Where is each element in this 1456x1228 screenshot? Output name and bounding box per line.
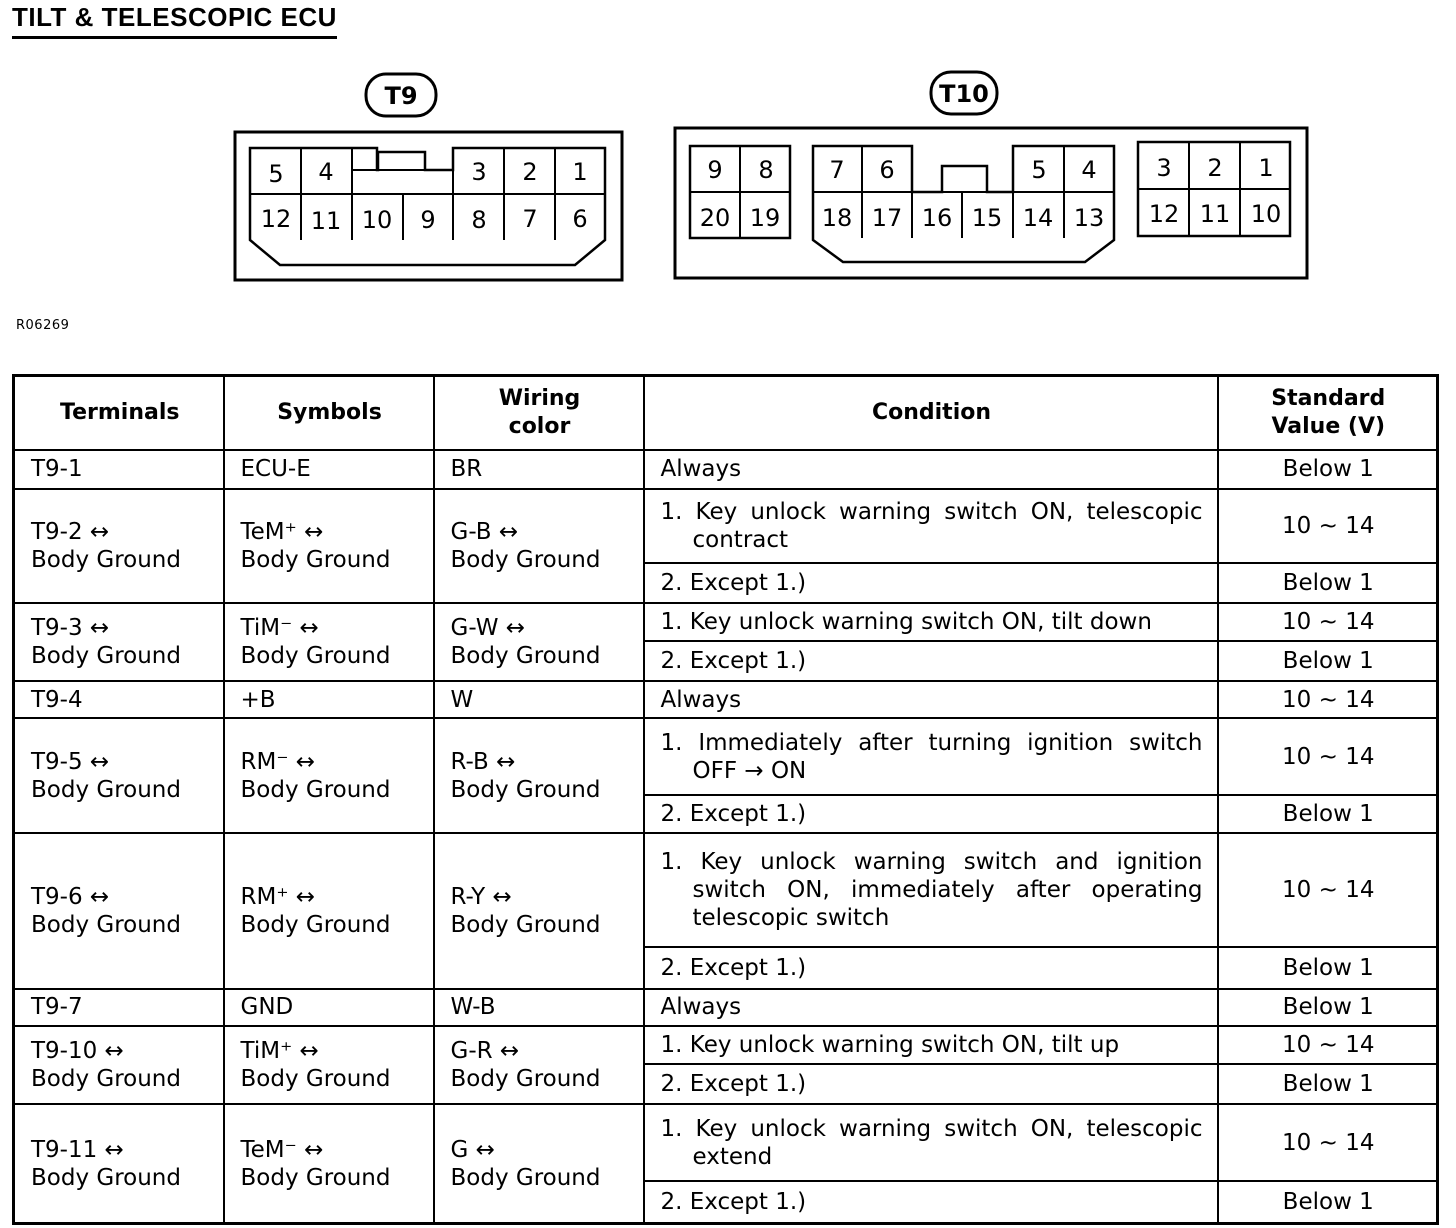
symbol-cell: TeM⁺ ↔ Body Ground	[224, 489, 434, 603]
table-row	[14, 603, 1438, 641]
standard-value-cell: Below 1	[1218, 795, 1438, 833]
symbol-cell: RM⁺ ↔ Body Ground	[224, 833, 434, 988]
symbol-cell: RM⁻ ↔ Body Ground	[224, 718, 434, 833]
wiring-cell: R-B ↔ Body Ground	[434, 718, 644, 833]
t10-pin: 1	[1258, 154, 1274, 182]
terminal-spec-table	[12, 374, 1439, 1225]
t10-pin: 15	[971, 204, 1003, 232]
t10-pin: 6	[879, 156, 895, 184]
t9-pin: 11	[310, 207, 342, 235]
t9-pin: 9	[420, 206, 436, 234]
t10-pin: 9	[707, 156, 723, 184]
standard-value-cell: Below 1	[1218, 450, 1438, 489]
symbol-cell: TiM⁻ ↔ Body Ground	[224, 603, 434, 681]
t9-pin: 3	[471, 158, 487, 186]
t10-pin: 14	[1022, 204, 1054, 232]
condition-cell: Always	[644, 681, 1218, 718]
symbol-cell: GND	[224, 989, 434, 1026]
standard-value-cell: Below 1	[1218, 1064, 1438, 1104]
t10-mid-block	[813, 146, 1114, 262]
terminal-cell: T9-3 ↔ Body Ground	[14, 603, 224, 681]
table-row	[14, 1104, 1438, 1181]
symbol-cell: ECU-E	[224, 450, 434, 489]
t10-pin: 20	[699, 204, 731, 232]
terminal-cell: T9-11 ↔ Body Ground	[14, 1104, 224, 1223]
header-terminals: Terminals	[14, 376, 224, 450]
terminal-cell: T9-7	[14, 989, 224, 1026]
condition-cell: 1. Key unlock warning switch and ignition switch ON, immediately after operating telescopic switch	[644, 833, 1218, 946]
t10-pin: 19	[749, 204, 781, 232]
table-header-row	[14, 376, 1438, 450]
condition-cell: 1. Key unlock warning switch ON, telescopic contract	[644, 489, 1218, 563]
wiring-cell: W-B	[434, 989, 644, 1026]
wiring-cell: G-R ↔ Body Ground	[434, 1026, 644, 1104]
t10-pin: 12	[1148, 200, 1180, 228]
standard-value-cell: Below 1	[1218, 641, 1438, 681]
standard-value-cell: 10 ~ 14	[1218, 718, 1438, 795]
symbol-cell: TiM⁺ ↔ Body Ground	[224, 1026, 434, 1104]
t9-pin: 1	[572, 158, 588, 186]
wiring-cell: W	[434, 681, 644, 718]
t10-pin: 5	[1031, 156, 1047, 184]
terminal-cell: T9-10 ↔ Body Ground	[14, 1026, 224, 1104]
symbol-cell: TeM⁻ ↔ Body Ground	[224, 1104, 434, 1223]
condition-cell: 2. Except 1.)	[644, 795, 1218, 833]
header-condition: Condition	[644, 376, 1218, 450]
t9-pin: 4	[318, 158, 334, 186]
condition-cell: 2. Except 1.)	[644, 641, 1218, 681]
table-row	[14, 450, 1438, 489]
wiring-cell: G-W ↔ Body Ground	[434, 603, 644, 681]
t10-pin: 8	[758, 156, 774, 184]
t10-pin: 13	[1073, 204, 1105, 232]
t9-pin: 5	[268, 160, 284, 188]
table-row	[14, 989, 1438, 1026]
figure-code: R06269	[16, 318, 70, 333]
condition-cell: 1. Key unlock warning switch ON, tilt down	[644, 603, 1218, 641]
table-row	[14, 833, 1438, 946]
condition-cell: 2. Except 1.)	[644, 947, 1218, 989]
t10-pin: 4	[1081, 156, 1097, 184]
header-symbols: Symbols	[224, 376, 434, 450]
condition-cell: 1. Key unlock warning switch ON, tilt up	[644, 1026, 1218, 1064]
condition-cell: Always	[644, 450, 1218, 489]
t10-pin: 2	[1207, 154, 1223, 182]
table-row	[14, 489, 1438, 563]
t9-pin: 12	[260, 205, 292, 233]
standard-value-cell: 10 ~ 14	[1218, 681, 1438, 718]
condition-cell: 2. Except 1.)	[644, 563, 1218, 603]
t9-pin: 7	[522, 205, 538, 233]
condition-cell: 1. Key unlock warning switch ON, telescopic extend	[644, 1104, 1218, 1181]
t10-pin: 11	[1199, 200, 1231, 228]
wiring-cell: G-B ↔ Body Ground	[434, 489, 644, 603]
t9-label: T9	[384, 82, 418, 110]
page-title: TILT & TELESCOPIC ECU	[12, 2, 337, 39]
standard-value-cell: Below 1	[1218, 1181, 1438, 1223]
t10-pin: 3	[1156, 154, 1172, 182]
table-row	[14, 1026, 1438, 1064]
terminal-cell: T9-1	[14, 450, 224, 489]
terminal-cell: T9-2 ↔ Body Ground	[14, 489, 224, 603]
header-standard-value: Standard Value (V)	[1218, 376, 1438, 450]
t10-label: T10	[939, 80, 989, 108]
t9-pin: 2	[522, 158, 538, 186]
standard-value-cell: 10 ~ 14	[1218, 1104, 1438, 1181]
condition-cell: 2. Except 1.)	[644, 1064, 1218, 1104]
symbol-cell: +B	[224, 681, 434, 718]
wiring-cell: R-Y ↔ Body Ground	[434, 833, 644, 988]
t9-pin: 6	[572, 205, 588, 233]
terminal-cell: T9-4	[14, 681, 224, 718]
t10-pin: 17	[871, 204, 903, 232]
wiring-cell: BR	[434, 450, 644, 489]
standard-value-cell: 10 ~ 14	[1218, 833, 1438, 946]
t10-pin: 10	[1250, 200, 1282, 228]
standard-value-cell: Below 1	[1218, 563, 1438, 603]
condition-cell: 2. Except 1.)	[644, 1181, 1218, 1223]
t10-pin: 16	[921, 204, 953, 232]
t9-pin: 8	[471, 206, 487, 234]
standard-value-cell: 10 ~ 14	[1218, 603, 1438, 641]
table-row	[14, 681, 1438, 718]
table-row	[14, 718, 1438, 795]
connector-diagram	[0, 60, 1456, 290]
standard-value-cell: Below 1	[1218, 989, 1438, 1026]
standard-value-cell: Below 1	[1218, 947, 1438, 989]
header-wiring-color: Wiring color	[434, 376, 644, 450]
condition-cell: 1. Immediately after turning ignition switch OFF → ON	[644, 718, 1218, 795]
standard-value-cell: 10 ~ 14	[1218, 489, 1438, 563]
terminal-cell: T9-6 ↔ Body Ground	[14, 833, 224, 988]
t10-pin: 18	[821, 204, 853, 232]
connector-t9	[235, 74, 622, 280]
t10-pin: 7	[829, 156, 845, 184]
terminal-cell: T9-5 ↔ Body Ground	[14, 718, 224, 833]
standard-value-cell: 10 ~ 14	[1218, 1026, 1438, 1064]
t9-pin: 10	[361, 206, 393, 234]
wiring-cell: G ↔ Body Ground	[434, 1104, 644, 1223]
condition-cell: Always	[644, 989, 1218, 1026]
connector-t10	[675, 72, 1307, 278]
